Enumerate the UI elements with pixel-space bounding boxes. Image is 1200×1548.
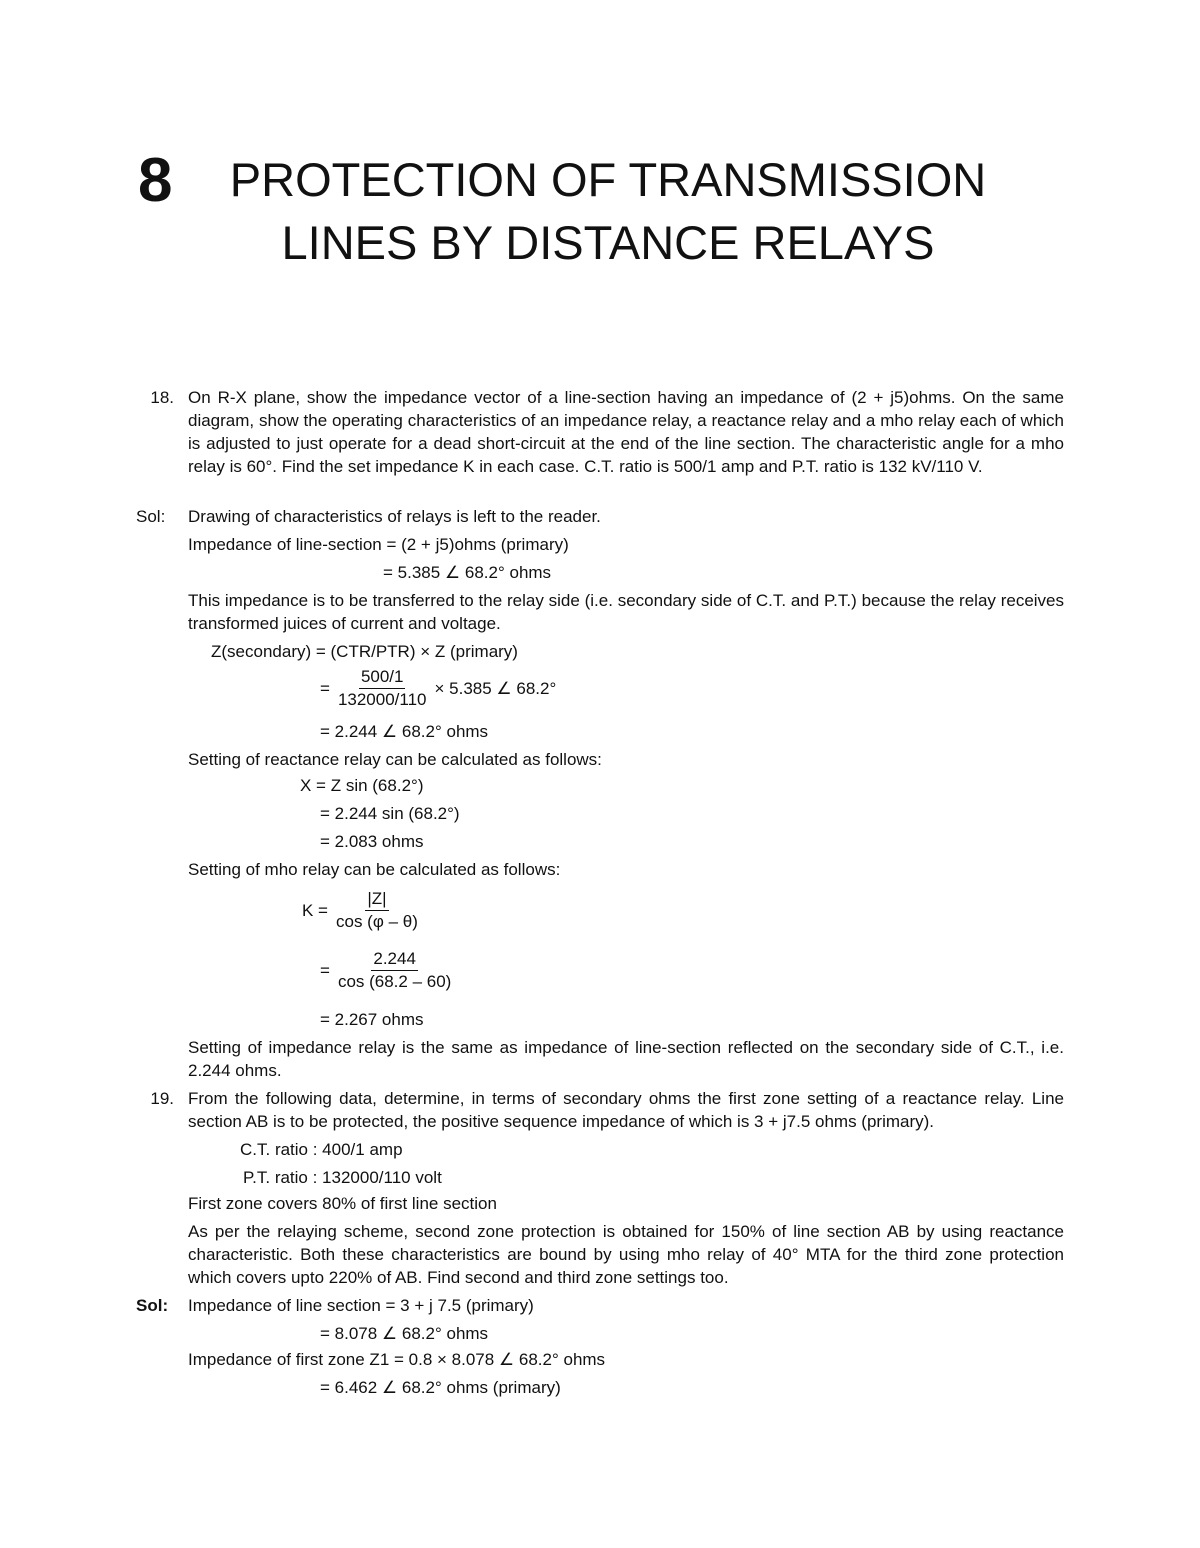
chapter-title-line-2: LINES BY DISTANCE RELAYS [281, 216, 935, 269]
solution-18-label: Sol: [136, 507, 166, 526]
question-18-text: On R-X plane, show the impedance vector of a line-section having an impedance of (2 + j5)ohms. On the same diagram, show the operating characteristics of an impedance relay, a reactance relay and a mho relay each of which is adjusted to just operate for a dead short-circuit at the end of the line section. The characteristic angle for a mho relay is 60°. Find the set impedance K in each case. C.T. ratio is 500/1 amp and P.T. ratio is 132 kV/110 V. [188, 388, 1064, 476]
ratio-fraction [336, 666, 429, 711]
mho-sub-denominator: cos (68.2 – 60) [337, 972, 452, 991]
mho-sub-equals: = [320, 961, 330, 980]
chapter-number: 8 [138, 146, 173, 215]
solution-18-line-1: Drawing of characteristics of relays is left to the reader. [188, 507, 601, 526]
solution-18-line-5: Z(secondary) = (CTR/PTR) × Z (primary) [211, 642, 518, 661]
solution-19-line-2: = 8.078 ∠ 68.2° ohms [320, 1324, 489, 1343]
solution-18-line-6: = 2.244 ∠ 68.2° ohms [320, 722, 489, 741]
question-19-scheme: As per the relaying scheme, second zone protection is obtained for 150% of line section AB by using reactance characteristic. Both these characteristics are bound by using mho relay of 40° MTA for the third zone protection which covers upto 220% of AB. Find second and third zone settings too. [188, 1222, 1064, 1287]
question-19-text: From the following data, determine, in terms of secondary ohms the first zone setting of a reactance relay. Line section AB is to be protected, the positive sequence impedance of which is 3 + j7.5 ohms (primary). [188, 1089, 1064, 1131]
solution-18-line-8: X = Z sin (68.2°) [300, 776, 424, 795]
question-19-ct-ratio: C.T. ratio : 400/1 amp [240, 1140, 403, 1159]
mho-sub-numerator: 2.244 [371, 948, 418, 971]
mho-numerator: |Z| [365, 888, 388, 911]
solution-18-line-4: This impedance is to be transferred to the relay side (i.e. secondary side of C.T. and P.T.) because the relay receives transformed juices of current and voltage. [188, 591, 1064, 633]
solution-19-line-1: Impedance of line section = 3 + j 7.5 (primary) [188, 1296, 534, 1315]
ratio-numerator: 500/1 [359, 666, 406, 689]
mho-denominator: cos (φ – θ) [336, 912, 418, 931]
ratio-multiplier: × 5.385 ∠ 68.2° [434, 679, 557, 698]
solution-18-line-3: = 5.385 ∠ 68.2° ohms [383, 563, 552, 582]
solution-18-line-2: Impedance of line-section = (2 + j5)ohms (primary) [188, 535, 569, 554]
mho-setting-formula [302, 888, 426, 933]
ratio-denominator: 132000/110 [337, 690, 427, 709]
chapter-title-line-1: PROTECTION OF TRANSMISSION [229, 153, 987, 206]
solution-19-line-4: = 6.462 ∠ 68.2° ohms (primary) [320, 1378, 561, 1397]
solution-19-line-3: Impedance of first zone Z1 = 0.8 × 8.078 ∠ 68.2° ohms [188, 1350, 606, 1369]
chapter-title [218, 148, 998, 274]
mho-fraction [334, 888, 420, 933]
mho-k-equals: K = [302, 901, 328, 920]
mho-sub-fraction [336, 948, 453, 993]
ratio-fraction-equation [320, 666, 556, 711]
solution-18-line-9: = 2.244 sin (68.2°) [320, 804, 460, 823]
question-18-number: 18. [150, 388, 174, 407]
question-19-number: 19. [150, 1089, 174, 1108]
solution-18-line-11: Setting of mho relay can be calculated as follows: [188, 860, 561, 879]
solution-18-line-7: Setting of reactance relay can be calculated as follows: [188, 750, 602, 769]
question-19-first-zone: First zone covers 80% of first line section [188, 1194, 497, 1213]
solution-18-line-13: Setting of impedance relay is the same as impedance of line-section reflected on the secondary side of C.T., i.e. 2.244 ohms. [188, 1038, 1064, 1080]
question-19-pt-ratio: P.T. ratio : 132000/110 volt [243, 1168, 442, 1187]
solution-18-line-10: = 2.083 ohms [320, 832, 424, 851]
solution-18-line-12: = 2.267 ohms [320, 1010, 424, 1029]
ratio-equals: = [320, 679, 330, 698]
mho-setting-substitution [320, 948, 459, 993]
solution-19-label: Sol: [136, 1296, 169, 1315]
